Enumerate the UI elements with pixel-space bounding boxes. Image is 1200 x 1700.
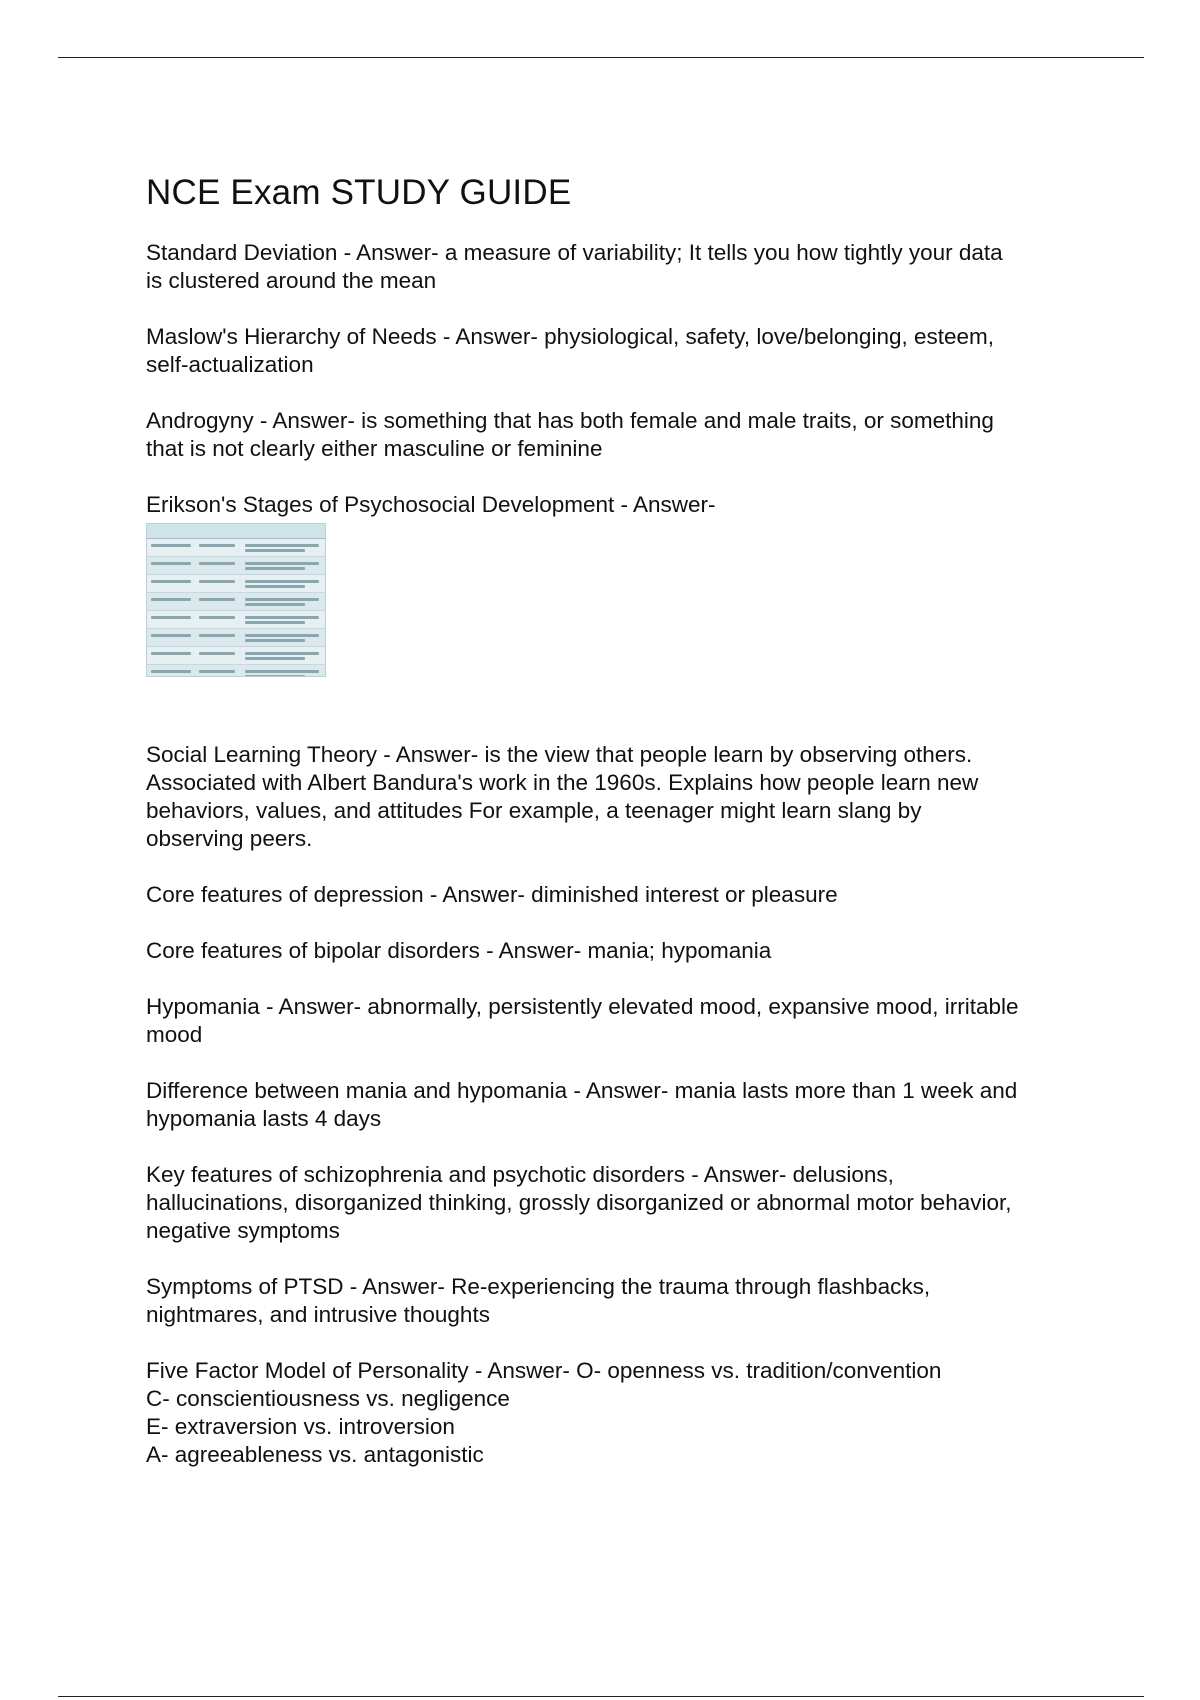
entry-line: mood xyxy=(146,1022,203,1047)
entry-line: Key features of schizophrenia and psychotic disorders - Answer- delusions, xyxy=(146,1162,894,1187)
entry-line: Difference between mania and hypomania - Answer- mania lasts more than 1 week and xyxy=(146,1078,1018,1103)
entry-line: negative symptoms xyxy=(146,1218,340,1243)
entry-standard-deviation xyxy=(146,239,1096,295)
table-image-row xyxy=(147,665,325,677)
entry-line: Five Factor Model of Personality - Answer- O- openness vs. tradition/convention xyxy=(146,1358,942,1383)
entry-line: that is not clearly either masculine or feminine xyxy=(146,436,603,461)
document-body xyxy=(146,172,1096,1497)
entry-line: Core features of depression - Answer- diminished interest or pleasure xyxy=(146,882,838,907)
entry-maslow xyxy=(146,323,1096,379)
entry-line: hallucinations, disorganized thinking, grossly disorganized or abnormal motor behavior, xyxy=(146,1190,1012,1215)
entry-ptsd xyxy=(146,1273,1096,1329)
entry-mania-vs-hypomania xyxy=(146,1077,1096,1133)
table-image-row xyxy=(147,539,325,557)
entry-line: Maslow's Hierarchy of Needs - Answer- physiological, safety, love/belonging, esteem, xyxy=(146,324,995,349)
entry-line: Associated with Albert Bandura's work in the 1960s. Explains how people learn new xyxy=(146,770,979,795)
entry-line: Androgyny - Answer- is something that has both female and male traits, or something xyxy=(146,408,994,433)
entry-line: nightmares, and intrusive thoughts xyxy=(146,1302,490,1327)
entry-depression xyxy=(146,881,1096,909)
entry-hypomania xyxy=(146,993,1096,1049)
entry-line: Hypomania - Answer- abnormally, persistently elevated mood, expansive mood, irritable xyxy=(146,994,1019,1019)
entry-line: C- conscientiousness vs. negligence xyxy=(146,1386,510,1411)
top-rule xyxy=(58,57,1144,58)
entry-line: A- agreeableness vs. antagonistic xyxy=(146,1442,484,1467)
entry-line: observing peers. xyxy=(146,826,313,851)
entry-erikson xyxy=(146,491,1096,519)
entry-schizophrenia xyxy=(146,1161,1096,1245)
entry-social-learning-theory xyxy=(146,741,1096,853)
table-image-row xyxy=(147,647,325,665)
entry-line: Symptoms of PTSD - Answer- Re-experiencing the trauma through flashbacks, xyxy=(146,1274,931,1299)
entry-line: E- extraversion vs. introversion xyxy=(146,1414,455,1439)
entry-line: hypomania lasts 4 days xyxy=(146,1106,382,1131)
table-image-row xyxy=(147,629,325,647)
entry-androgyny xyxy=(146,407,1096,463)
entry-line: behaviors, values, and attitudes For example, a teenager might learn slang by xyxy=(146,798,922,823)
entry-line: Standard Deviation - Answer- a measure of variability; It tells you how tightly your data xyxy=(146,240,1003,265)
entry-line: self-actualization xyxy=(146,352,314,377)
bottom-rule xyxy=(58,1696,1144,1697)
entry-five-factor-model xyxy=(146,1357,1096,1469)
entry-line: Social Learning Theory - Answer- is the view that people learn by observing others. xyxy=(146,742,973,767)
document-title: NCE Exam STUDY GUIDE xyxy=(146,173,572,212)
table-image-header xyxy=(147,524,325,539)
entry-bipolar xyxy=(146,937,1096,965)
table-image-row xyxy=(147,611,325,629)
erikson-stages-table-image xyxy=(146,523,326,677)
table-image-row xyxy=(147,575,325,593)
entry-line: is clustered around the mean xyxy=(146,268,437,293)
table-image-row xyxy=(147,593,325,611)
entry-line: Core features of bipolar disorders - Answer- mania; hypomania xyxy=(146,938,772,963)
entry-line: Erikson's Stages of Psychosocial Development - Answer- xyxy=(146,492,716,517)
table-image-row xyxy=(147,557,325,575)
